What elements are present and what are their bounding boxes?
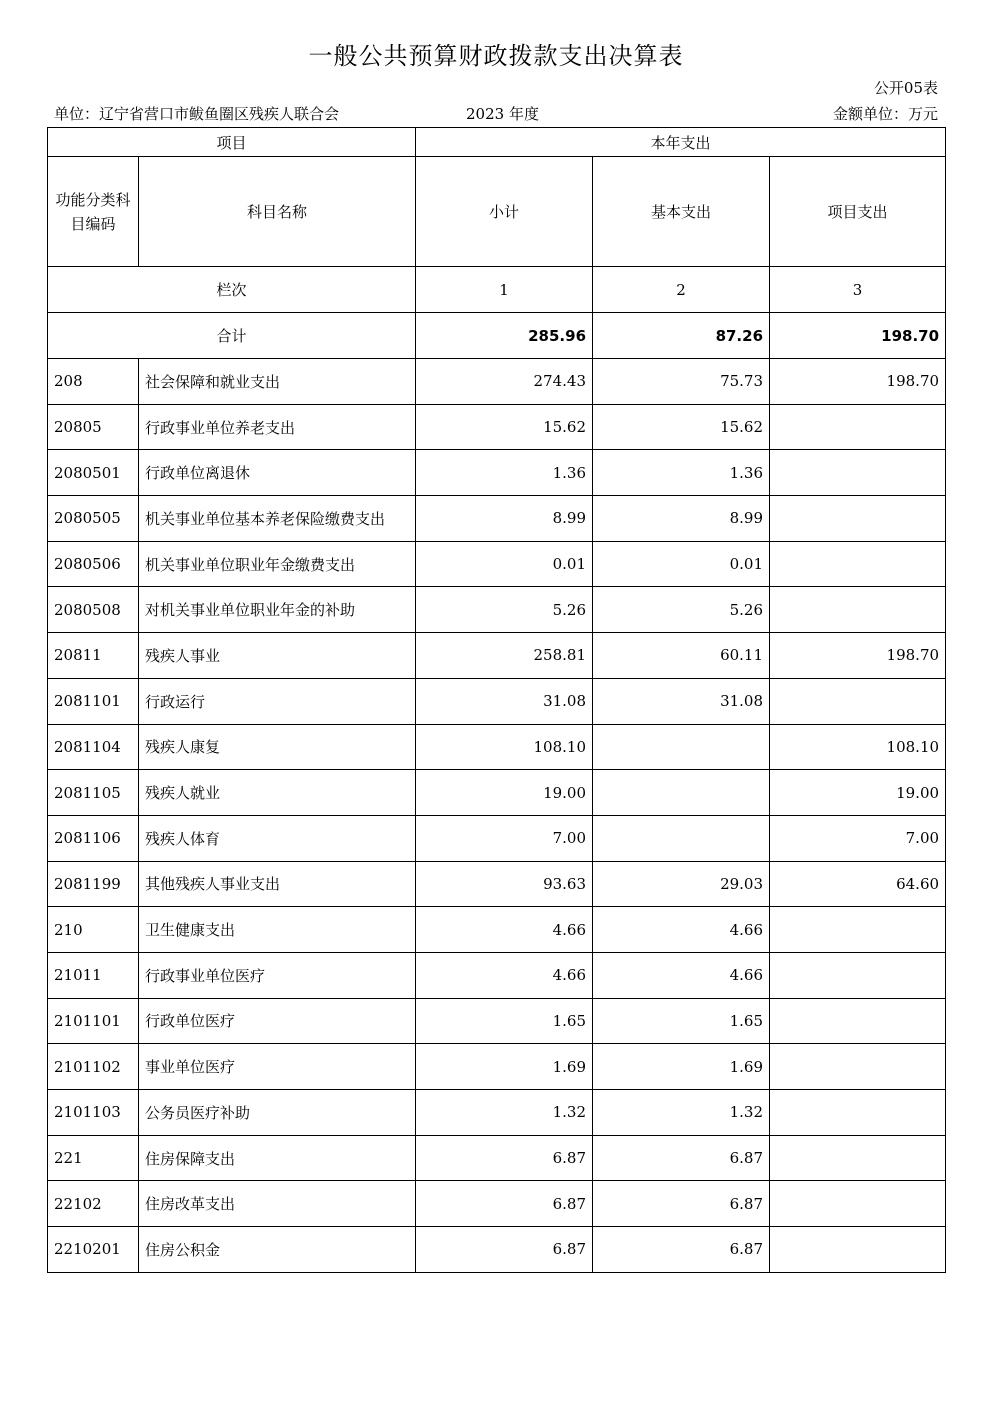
row-subject-name: 残疾人就业 — [139, 770, 416, 816]
total-row — [48, 313, 946, 359]
row-basic — [593, 724, 770, 770]
column-index-label: 栏次 — [48, 267, 416, 313]
header-func-code — [48, 157, 139, 267]
row-code: 2081106 — [48, 815, 139, 861]
row-subtotal: 1.65 — [416, 998, 593, 1044]
row-basic — [593, 815, 770, 861]
row-subject-name: 住房改革支出 — [139, 1181, 416, 1227]
row-subtotal: 7.00 — [416, 815, 593, 861]
row-subject-name: 社会保障和就业支出 — [139, 359, 416, 405]
row-code: 2101103 — [48, 1090, 139, 1136]
row-code: 2080501 — [48, 450, 139, 496]
row-subject-name: 机关事业单位职业年金缴费支出 — [139, 541, 416, 587]
row-subtotal: 258.81 — [416, 633, 593, 679]
table-row — [48, 541, 946, 587]
row-project — [770, 1181, 946, 1227]
row-basic: 15.62 — [593, 404, 770, 450]
header-current-year-expense: 本年支出 — [416, 128, 946, 157]
table-row — [48, 998, 946, 1044]
header-project: 项目 — [48, 128, 416, 157]
row-project — [770, 587, 946, 633]
total-label: 合计 — [48, 313, 416, 359]
row-project: 19.00 — [770, 770, 946, 816]
table-row — [48, 861, 946, 907]
row-subtotal: 93.63 — [416, 861, 593, 907]
row-subtotal: 6.87 — [416, 1227, 593, 1273]
table-row — [48, 724, 946, 770]
row-project — [770, 998, 946, 1044]
row-basic: 1.69 — [593, 1044, 770, 1090]
row-project — [770, 450, 946, 496]
table-row — [48, 1044, 946, 1090]
row-basic: 60.11 — [593, 633, 770, 679]
header-basic: 基本支出 — [593, 157, 770, 267]
row-basic: 31.08 — [593, 678, 770, 724]
row-subtotal: 1.36 — [416, 450, 593, 496]
column-index-3: 3 — [770, 267, 946, 313]
row-basic: 8.99 — [593, 496, 770, 542]
table-row — [48, 404, 946, 450]
header-row-1 — [48, 128, 946, 157]
row-code: 2081199 — [48, 861, 139, 907]
row-subtotal: 1.32 — [416, 1090, 593, 1136]
row-project — [770, 404, 946, 450]
meta-line — [54, 103, 938, 123]
row-project: 198.70 — [770, 359, 946, 405]
table-row — [48, 1090, 946, 1136]
fiscal-year: 2023 年度 — [466, 105, 539, 123]
row-subject-name: 卫生健康支出 — [139, 907, 416, 953]
row-code: 2101102 — [48, 1044, 139, 1090]
row-basic: 1.65 — [593, 998, 770, 1044]
row-project — [770, 1044, 946, 1090]
row-project — [770, 952, 946, 998]
header-subject-name: 科目名称 — [139, 157, 416, 267]
row-subtotal: 4.66 — [416, 907, 593, 953]
row-subtotal: 1.69 — [416, 1044, 593, 1090]
row-basic: 29.03 — [593, 861, 770, 907]
row-subject-name: 残疾人体育 — [139, 815, 416, 861]
table-row — [48, 678, 946, 724]
column-index-2: 2 — [593, 267, 770, 313]
row-subject-name: 行政事业单位养老支出 — [139, 404, 416, 450]
row-project — [770, 907, 946, 953]
total-project: 198.70 — [770, 313, 946, 359]
row-subtotal: 0.01 — [416, 541, 593, 587]
row-basic: 6.87 — [593, 1181, 770, 1227]
row-project — [770, 1090, 946, 1136]
row-project — [770, 1227, 946, 1273]
table-row — [48, 770, 946, 816]
row-subtotal: 19.00 — [416, 770, 593, 816]
row-project — [770, 1135, 946, 1181]
row-code: 2081104 — [48, 724, 139, 770]
table-row — [48, 907, 946, 953]
row-subject-name: 残疾人事业 — [139, 633, 416, 679]
row-code: 20805 — [48, 404, 139, 450]
row-subtotal: 31.08 — [416, 678, 593, 724]
row-subtotal: 8.99 — [416, 496, 593, 542]
row-code: 221 — [48, 1135, 139, 1181]
row-basic — [593, 770, 770, 816]
table-row — [48, 1135, 946, 1181]
expense-table — [47, 127, 946, 1273]
row-code: 21011 — [48, 952, 139, 998]
header-row-2 — [48, 157, 946, 267]
row-code: 210 — [48, 907, 139, 953]
table-row — [48, 952, 946, 998]
row-code: 2080505 — [48, 496, 139, 542]
table-row — [48, 815, 946, 861]
row-subject-name: 住房公积金 — [139, 1227, 416, 1273]
row-project — [770, 678, 946, 724]
organization-unit: 单位：辽宁省营口市鲅鱼圈区残疾人联合会 — [54, 105, 340, 123]
table-row — [48, 633, 946, 679]
row-subtotal: 5.26 — [416, 587, 593, 633]
row-subtotal: 4.66 — [416, 952, 593, 998]
row-code: 2101101 — [48, 998, 139, 1044]
row-subtotal: 274.43 — [416, 359, 593, 405]
header-project-expense: 项目支出 — [770, 157, 946, 267]
row-code: 2081101 — [48, 678, 139, 724]
row-subject-name: 行政运行 — [139, 678, 416, 724]
row-project: 7.00 — [770, 815, 946, 861]
row-project — [770, 496, 946, 542]
row-code: 2080506 — [48, 541, 139, 587]
row-subject-name: 公务员医疗补助 — [139, 1090, 416, 1136]
row-subject-name: 行政事业单位医疗 — [139, 952, 416, 998]
row-subtotal: 108.10 — [416, 724, 593, 770]
row-basic: 1.36 — [593, 450, 770, 496]
total-subtotal: 285.96 — [416, 313, 593, 359]
row-subject-name: 事业单位医疗 — [139, 1044, 416, 1090]
row-subject-name: 住房保障支出 — [139, 1135, 416, 1181]
row-subtotal: 6.87 — [416, 1181, 593, 1227]
header-func-code-text: 功能分类科目编码 — [55, 190, 131, 233]
row-basic: 6.87 — [593, 1227, 770, 1273]
row-subject-name: 行政单位医疗 — [139, 998, 416, 1044]
column-index-row — [48, 267, 946, 313]
row-subject-name: 其他残疾人事业支出 — [139, 861, 416, 907]
row-basic: 6.87 — [593, 1135, 770, 1181]
row-basic: 0.01 — [593, 541, 770, 587]
row-basic: 4.66 — [593, 907, 770, 953]
column-index-1: 1 — [416, 267, 593, 313]
row-project: 108.10 — [770, 724, 946, 770]
page-title: 一般公共预算财政拨款支出决算表 — [308, 42, 684, 70]
header-subtotal: 小计 — [416, 157, 593, 267]
table-row — [48, 587, 946, 633]
row-project: 64.60 — [770, 861, 946, 907]
row-subject-name: 机关事业单位基本养老保险缴费支出 — [139, 496, 416, 542]
row-code: 20811 — [48, 633, 139, 679]
row-code: 2081105 — [48, 770, 139, 816]
row-code: 22102 — [48, 1181, 139, 1227]
row-project — [770, 541, 946, 587]
row-code: 2080508 — [48, 587, 139, 633]
table-row — [48, 1227, 946, 1273]
row-basic: 5.26 — [593, 587, 770, 633]
table-row — [48, 496, 946, 542]
table-row — [48, 359, 946, 405]
row-subject-name: 行政单位离退休 — [139, 450, 416, 496]
total-basic: 87.26 — [593, 313, 770, 359]
row-code: 208 — [48, 359, 139, 405]
row-subtotal: 6.87 — [416, 1135, 593, 1181]
row-subject-name: 对机关事业单位职业年金的补助 — [139, 587, 416, 633]
row-subtotal: 15.62 — [416, 404, 593, 450]
row-basic: 4.66 — [593, 952, 770, 998]
amount-unit: 金额单位：万元 — [832, 105, 938, 123]
row-code: 2210201 — [48, 1227, 139, 1273]
row-subject-name: 残疾人康复 — [139, 724, 416, 770]
table-row — [48, 450, 946, 496]
table-row — [48, 1181, 946, 1227]
row-basic: 75.73 — [593, 359, 770, 405]
row-project: 198.70 — [770, 633, 946, 679]
row-basic: 1.32 — [593, 1090, 770, 1136]
form-number: 公开05表 — [873, 79, 938, 97]
